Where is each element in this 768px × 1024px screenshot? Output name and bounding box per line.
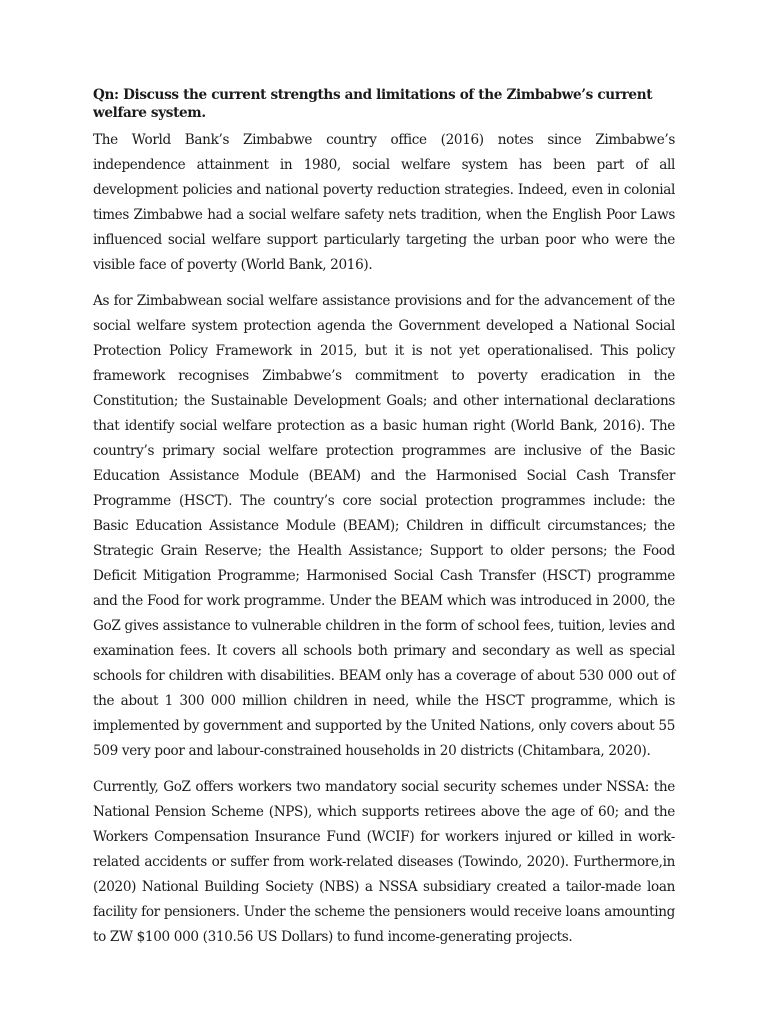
question-heading: Qn: Discuss the current strengths and limitations of the Zimbabwe’s current welfare system. [93,87,653,121]
paragraph-1: The World Bank’s Zimbabwe country office (2016) notes since Zimbabwe’s independence attainment in 1980, social welfare system has been part of all development policies and national poverty reduction strategies. Indeed, even in colonial times Zimbabwe had a social welfare safety nets tradition, when the English Poor Laws influenced social welfare support particularly targeting the urban poor who were the visible face of poverty (World Bank, 2016). [93,132,675,273]
paragraph-2: As for Zimbabwean social welfare assistance provisions and for the advancement of the social welfare system protection agenda the Government developed a National Social Protection Policy Framework in 2015, but it is not yet operationalised. This policy framework recognises Zimbabwe’s commitment to poverty eradication in the Constitution; the Sustainable Development Goals; and other international declarations that identify social welfare protection as a basic human right (World Bank, 2016). The country’s primary social welfare protection programmes are inclusive of the Basic Education Assistance Module (BEAM) and the Harmonised Social Cash Transfer Programme (HSCT). The country’s core social protection programmes include: the Basic Education Assistance Module (BEAM); Children in difficult circumstances; the Strategic Grain Reserve; the Health Assistance; Support to older persons; the Food Deficit Mitigation Programme; Harmonised Social Cash Transfer (HSCT) programme and the Food for work programme. Under the BEAM which was introduced in 2000, the GoZ gives assistance to vulnerable children in the form of school fees, tuition, levies and examination fees. It covers all schools both primary and secondary as well as special schools for children with disabilities. BEAM only has a coverage of about 530 000 out of the about 1 300 000 million children in need, while the HSCT programme, which is implemented by government and supported by the United Nations, only covers about 55 509 very poor and labour-constrained households in 20 districts (Chitambara, 2020). [93,293,675,759]
document-page [93,82,675,961]
paragraph-3: Currently, GoZ offers workers two mandatory social security schemes under NSSA: the National Pension Scheme (NPS), which supports retirees above the age of 60; and the Workers Compensation Insurance Fund (WCIF) for workers injured or killed in work-related accidents or suffer from work-related diseases (Towindo, 2020). Furthermore,in (2020) National Building Society (NBS) a NSSA subsidiary created a tailor-made loan facility for pensioners. Under the scheme the pensioners would receive loans amounting to ZW $100 000 (310.56 US Dollars) to fund income-generating projects. [93,779,675,945]
